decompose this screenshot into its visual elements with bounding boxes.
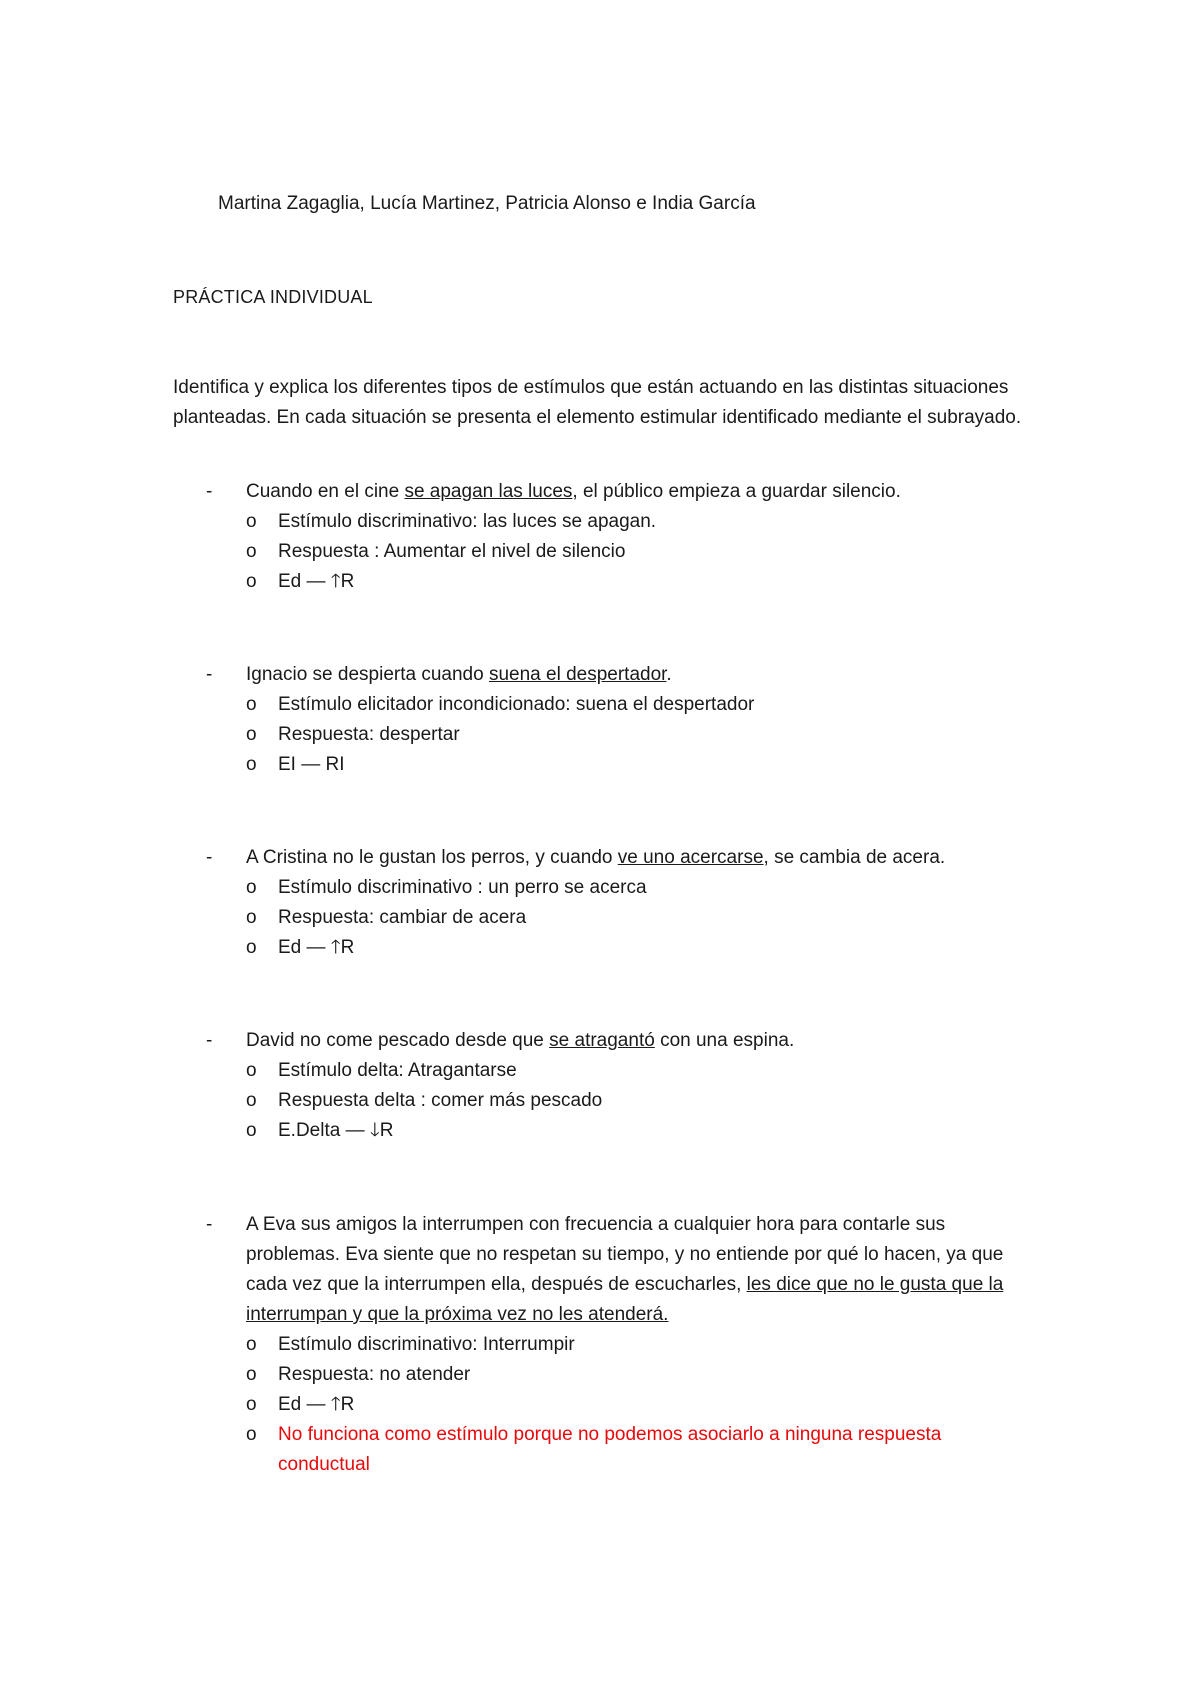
situation-text: A Eva sus amigos la interrumpen con frecuencia a cualquier hora para contarle sus problemas. Eva siente que no respetan su tiempo, y no entiende por qué lo hacen, ya que cada vez que la interrumpen ella, después de escucharles, les dice que no le gusta que la interrumpan y que la próxima vez no les atenderá.: [246, 1214, 1004, 1325]
sub-item: o Estímulo discriminativo : un perro se acerca: [206, 873, 1036, 903]
sub-item: o EI — RI: [206, 750, 1036, 780]
dash-bullet: -: [206, 481, 213, 502]
intro-text: Identifica y explica los diferentes tipos de estímulos que están actuando en las distintas situaciones planteadas. En cada situación se presenta el elemento estimular identificado mediante el subrayado.: [173, 377, 1022, 428]
circle-bullet: o: [246, 907, 257, 928]
situation-item-3: [206, 843, 1036, 963]
underlined-stimulus: les dice que no le gusta que la interrumpan y que la próxima vez no les atenderá.: [246, 1274, 1004, 1325]
sub-item: o Respuesta : Aumentar el nivel de silencio: [206, 537, 1036, 567]
sub-item: o Respuesta: despertar: [206, 720, 1036, 750]
underlined-stimulus: ve uno acercarse: [617, 847, 764, 868]
situation-text: David no come pescado desde que se atragantó con una espina.: [246, 1030, 795, 1051]
circle-bullet: o: [246, 511, 257, 532]
sub-item: o Ed — 🡑R: [206, 1390, 1036, 1420]
circle-bullet: o: [246, 754, 257, 775]
dash-bullet: -: [206, 1030, 213, 1051]
situation-item-5: [206, 1210, 1036, 1480]
sub-item: o Estímulo discriminativo: las luces se apagan.: [206, 507, 1036, 537]
sub-item: o Estímulo discriminativo: Interrumpir: [206, 1330, 1036, 1360]
document-title: PRÁCTICA INDIVIDUAL: [173, 287, 373, 307]
sub-list: [206, 1330, 1036, 1480]
circle-bullet: o: [246, 541, 257, 562]
dash-bullet: -: [206, 847, 213, 868]
circle-bullet: o: [246, 877, 257, 898]
circle-bullet: o: [246, 724, 257, 745]
sub-list: [206, 873, 1036, 963]
sub-item-note: [206, 1420, 1036, 1480]
circle-bullet: o: [246, 694, 257, 715]
sub-list: [206, 1056, 1036, 1146]
underlined-stimulus: se apagan las luces: [404, 481, 573, 502]
sub-list: [206, 690, 1036, 780]
authors-line: Martina Zagaglia, Lucía Martinez, Patricia Alonso e India García: [218, 193, 756, 214]
sub-item: o Respuesta: no atender: [206, 1360, 1036, 1390]
circle-bullet: o: [246, 1424, 257, 1445]
situation-text: A Cristina no le gustan los perros, y cuando ve uno acercarse, se cambia de acera.: [246, 847, 946, 868]
sub-item: o Ed — 🡑R: [206, 567, 1036, 597]
situation-text: Ignacio se despierta cuando suena el despertador.: [246, 664, 672, 685]
circle-bullet: o: [246, 937, 257, 958]
situation-item-4: [206, 1026, 1036, 1146]
circle-bullet: o: [246, 571, 257, 592]
situation-item-1: [206, 477, 1036, 597]
dash-bullet: -: [206, 664, 213, 685]
situation-text: Cuando en el cine se apagan las luces, el público empieza a guardar silencio.: [246, 481, 901, 502]
underlined-stimulus: se atragantó: [549, 1030, 655, 1051]
sub-list: [206, 507, 1036, 597]
circle-bullet: o: [246, 1334, 257, 1355]
situation-item-2: [206, 660, 1036, 780]
sub-item: o Respuesta: cambiar de acera: [206, 903, 1036, 933]
circle-bullet: o: [246, 1394, 257, 1415]
sub-item: o Respuesta delta : comer más pescado: [206, 1086, 1036, 1116]
dash-bullet: -: [206, 1214, 213, 1235]
intro-paragraph: [173, 373, 1033, 433]
circle-bullet: o: [246, 1090, 257, 1111]
circle-bullet: o: [246, 1060, 257, 1081]
underlined-stimulus: suena el despertador: [488, 664, 667, 685]
sub-item: o Ed — 🡑R: [206, 933, 1036, 963]
sub-item: o Estímulo elicitador incondicionado: suena el despertador: [206, 690, 1036, 720]
sub-item: o Estímulo delta: Atragantarse: [206, 1056, 1036, 1086]
circle-bullet: o: [246, 1120, 257, 1141]
correction-note: No funciona como estímulo porque no podemos asociarlo a ninguna respuesta conductual: [278, 1424, 942, 1475]
circle-bullet: o: [246, 1364, 257, 1385]
sub-item: o E.Delta — 🡓R: [206, 1116, 1036, 1146]
